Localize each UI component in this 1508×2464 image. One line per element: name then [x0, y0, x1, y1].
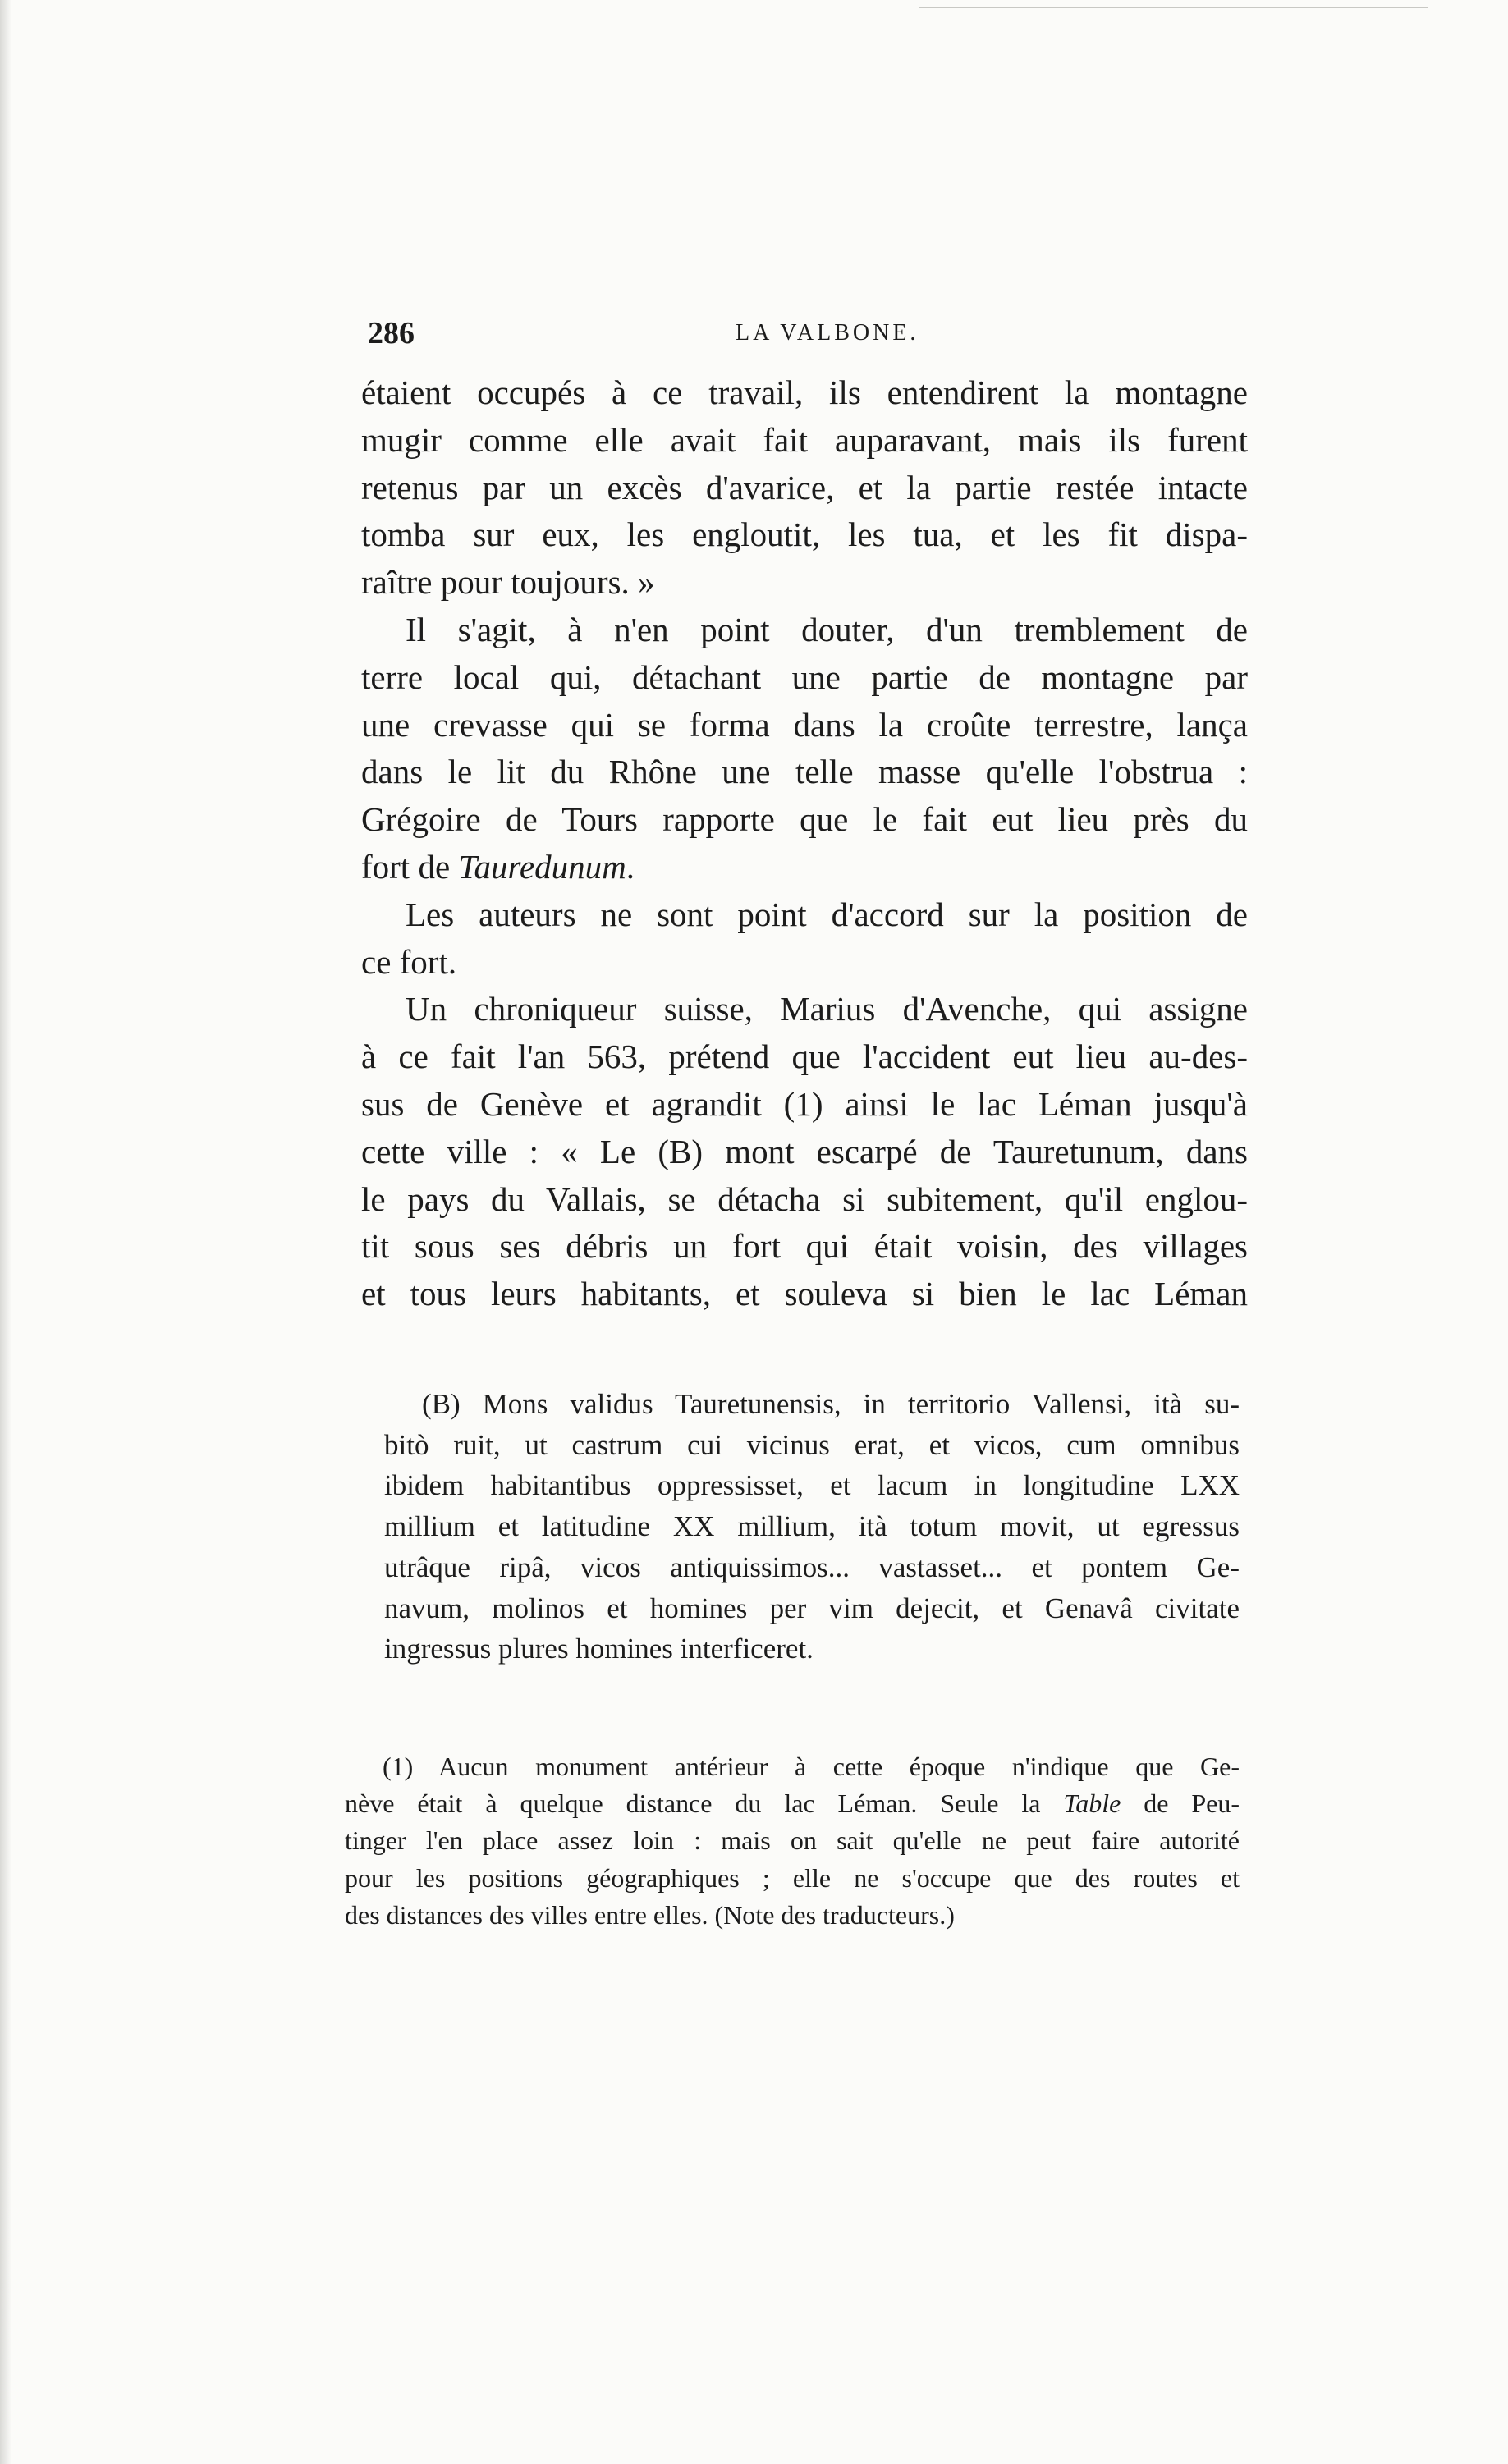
text-line: tomba sur eux, les engloutit, les tua, et les fit dispa-	[361, 515, 1248, 554]
footnote-line	[345, 1785, 1240, 1822]
text-segment: de Peu-	[1121, 1788, 1240, 1819]
page-number: 286	[368, 316, 415, 350]
text-line: Les auteurs ne sont point d'accord sur la position de	[406, 895, 1248, 933]
text-line: tit sous ses débris un fort qui était voisin, des villages	[361, 1227, 1248, 1266]
text-segment: nève était à quelque distance du lac Léman. Seule la	[345, 1788, 1064, 1819]
footnote-line: (1) Aucun monument antérieur à cette époque n'indique que Ge-	[383, 1752, 1240, 1781]
scan-edge	[0, 0, 11, 2464]
text-segment: .	[626, 847, 635, 886]
text-line: étaient occupés à ce travail, ils entendirent la montagne	[361, 373, 1248, 411]
footnote-line: tinger l'en place assez loin : mais on sait qu'elle ne peut faire autorité	[345, 1825, 1240, 1856]
running-head-title: LA VALBONE.	[736, 320, 919, 346]
text-line	[361, 844, 1248, 891]
footnote-line: navum, molinos et homines per vim dejecit, et Genavâ civitate	[384, 1592, 1240, 1624]
text-line: terre local qui, détachant une partie de montagne par	[361, 657, 1248, 696]
footnote-line: millium et latitudine XX millium, ità totum movit, ut egressus	[384, 1510, 1240, 1543]
footnote-line: ibidem habitantibus oppressisset, et lacum in longitudine LXX	[384, 1469, 1240, 1502]
footnote-line: (B) Mons validus Tauretunensis, in territorio Vallensi, ità su-	[422, 1388, 1240, 1420]
running-head	[368, 315, 1246, 356]
title-italic: Table	[1063, 1788, 1121, 1819]
text-line: et tous leurs habitants, et souleva si bien le lac Léman	[361, 1275, 1248, 1313]
text-line: le pays du Vallais, se détacha si subitement, qu'il englou-	[361, 1179, 1248, 1218]
place-name-italic: Tauredunum	[458, 847, 626, 886]
footnote-line: bitò ruit, ut castrum cui vicinus erat, et vicos, cum omnibus	[384, 1428, 1240, 1461]
text-line: une crevasse qui se forma dans la croûte terrestre, lança	[361, 705, 1248, 744]
text-line: sus de Genève et agrandit (1) ainsi le lac Léman jusqu'à	[361, 1084, 1248, 1123]
footnote-line: des distances des villes entre elles. (Note des traducteurs.)	[345, 1899, 955, 1930]
text-line: cette ville : « Le (B) mont escarpé de Tauretunum, dans	[361, 1132, 1248, 1170]
text-line: à ce fait l'an 563, prétend que l'accident eut lieu au-des-	[361, 1037, 1248, 1076]
text-line: retenus par un excès d'avarice, et la partie restée intacte	[361, 468, 1248, 506]
footnote-line: utrâque ripâ, vicos antiquissimos... vastasset... et pontem Ge-	[384, 1550, 1240, 1583]
text-segment: fort de	[361, 847, 459, 886]
text-line: Il s'agit, à n'en point douter, d'un tremblement de	[406, 610, 1248, 648]
footnote-1	[345, 1748, 1240, 1934]
footnote-line: ingressus plures homines interficeret.	[384, 1633, 814, 1665]
footnote-b	[384, 1384, 1240, 1669]
main-text	[361, 369, 1248, 1318]
text-line: ce fort.	[361, 942, 457, 981]
text-line: Grégoire de Tours rapporte que le fait eut lieu près du	[361, 800, 1248, 839]
text-line: dans le lit du Rhône une telle masse qu'elle l'obstrua :	[361, 753, 1248, 791]
text-line: Un chroniqueur suisse, Marius d'Avenche, qui assigne	[406, 990, 1248, 1028]
footnote-line: pour les positions géographiques ; elle ne s'occupe que des routes et	[345, 1862, 1240, 1893]
top-rule	[919, 7, 1428, 8]
text-line: raître pour toujours. »	[361, 563, 655, 602]
text-line: mugir comme elle avait fait auparavant, mais ils furent	[361, 420, 1248, 459]
